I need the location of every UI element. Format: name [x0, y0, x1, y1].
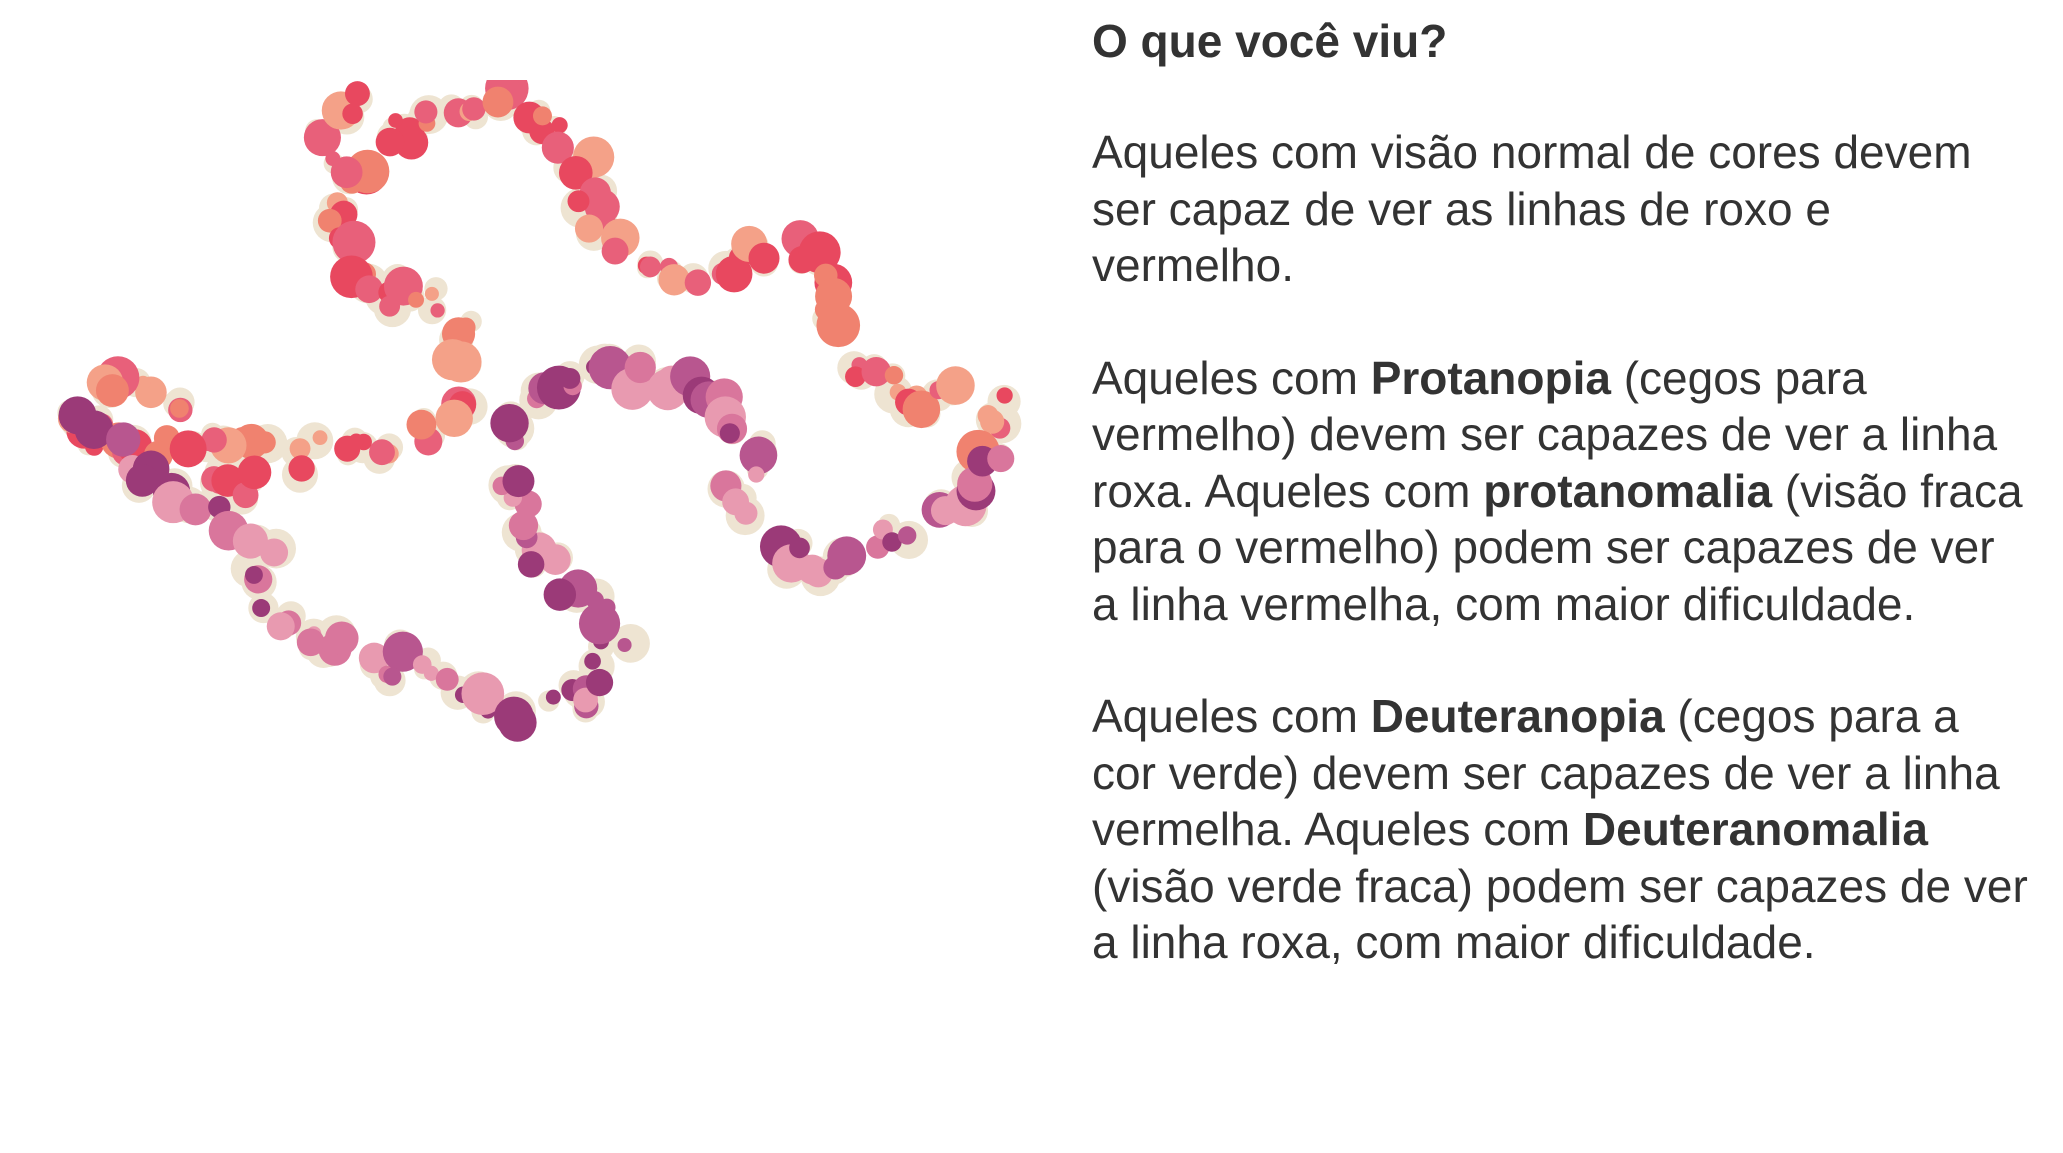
plate-dot: [885, 366, 903, 384]
plate-dot: [552, 117, 568, 133]
term-deuteranomalia: Deuteranomalia: [1582, 803, 1929, 855]
p3-pre: Aqueles com: [1092, 690, 1371, 742]
plate-dot: [936, 366, 975, 405]
plate-dot: [586, 669, 613, 696]
plate-dot: [388, 113, 403, 128]
plate-dot: [170, 399, 189, 418]
plate-dot: [325, 622, 359, 656]
paragraph-protanopia: [1092, 350, 2032, 633]
plate-dot: [685, 269, 711, 295]
plate-dot: [425, 287, 439, 301]
plate-dot: [440, 341, 481, 382]
plate-dot: [533, 106, 552, 125]
plate-dot: [980, 410, 1004, 434]
plate-dot: [369, 439, 395, 465]
plate-dot: [106, 422, 140, 456]
plate-dot: [435, 400, 472, 437]
plate-dot: [407, 410, 437, 440]
plate-dot: [238, 456, 272, 490]
plate-dot: [546, 690, 561, 705]
color-vision-test-plate: [40, 80, 1030, 960]
term-protanomalia: protanomalia: [1483, 464, 1773, 517]
plate-dot: [720, 423, 740, 443]
plate-dot: [749, 243, 780, 274]
plate-dot: [640, 257, 661, 278]
plate-svg: [40, 80, 1030, 960]
plate-dot: [502, 465, 534, 497]
plate-dot: [462, 97, 485, 120]
plate-dot: [180, 494, 212, 526]
plate-dot: [345, 81, 370, 106]
plate-dot: [816, 303, 860, 347]
plate-dot: [376, 128, 405, 157]
plate-dot: [789, 538, 810, 559]
plate-dot: [518, 551, 545, 578]
plate-dot: [245, 566, 263, 584]
plate-dot: [997, 387, 1013, 403]
p2-post: (visão fraca para o vermelho) podem ser capazes de ver a linha vermelha, com maior dificuldade.: [1092, 464, 2023, 630]
plate-dot: [96, 374, 129, 407]
plate-dot: [748, 466, 764, 482]
plate-dot: [559, 368, 580, 389]
plate-dot: [383, 668, 401, 686]
paragraph-normal-vision: Aqueles com visão normal de cores devem ser capaz de ver as linhas de roxo e vermelho.: [1092, 126, 1972, 291]
plate-dot: [734, 502, 757, 525]
p2-pre: Aqueles com: [1092, 351, 1371, 404]
plate-dot: [430, 303, 444, 317]
plate-dot: [494, 697, 534, 737]
plate-dot: [483, 87, 514, 118]
plate-dot: [170, 430, 207, 467]
p3-mid: (cegos para a cor verde) devem ser capazes de ver a linha vermelha. Aqueles com: [1092, 690, 2000, 855]
p2-mid: (cegos para vermelho) devem ser capazes de ver a linha roxa. Aqueles com: [1092, 351, 1998, 517]
plate-dot: [584, 653, 601, 670]
plate-dot: [436, 668, 459, 691]
explanation-panel: [1092, 12, 2032, 1027]
plate-dot: [414, 100, 437, 123]
plate-dot: [408, 292, 424, 308]
plate-dot: [313, 430, 328, 445]
plate-dot: [334, 436, 360, 462]
plate-dot: [288, 455, 314, 481]
plate-dot: [544, 578, 576, 610]
plate-dot: [456, 318, 476, 338]
plate-dot: [602, 238, 629, 265]
p3-post: (visão verde fraca) podem ser capazes de ver a linha roxa, com maior dificuldade.: [1092, 859, 2028, 968]
plate-dot: [342, 103, 363, 124]
plate-dot: [252, 599, 270, 617]
plate-dot: [267, 612, 295, 640]
plate-dot: [260, 538, 288, 566]
plate-dot: [827, 536, 866, 575]
plate-dot: [568, 190, 590, 212]
term-protanopia: Protanopia: [1370, 351, 1611, 404]
plate-dot: [575, 215, 603, 243]
heading: O que você viu?: [1092, 15, 1448, 67]
term-deuteranopia: Deuteranopia: [1370, 690, 1665, 742]
paragraph-deuteranopia: [1092, 688, 2032, 971]
plate-dot: [987, 445, 1014, 472]
plate-dot: [490, 404, 528, 442]
plate-dot: [898, 526, 916, 544]
plate-dot: [591, 350, 616, 375]
plate-dot: [618, 638, 632, 652]
